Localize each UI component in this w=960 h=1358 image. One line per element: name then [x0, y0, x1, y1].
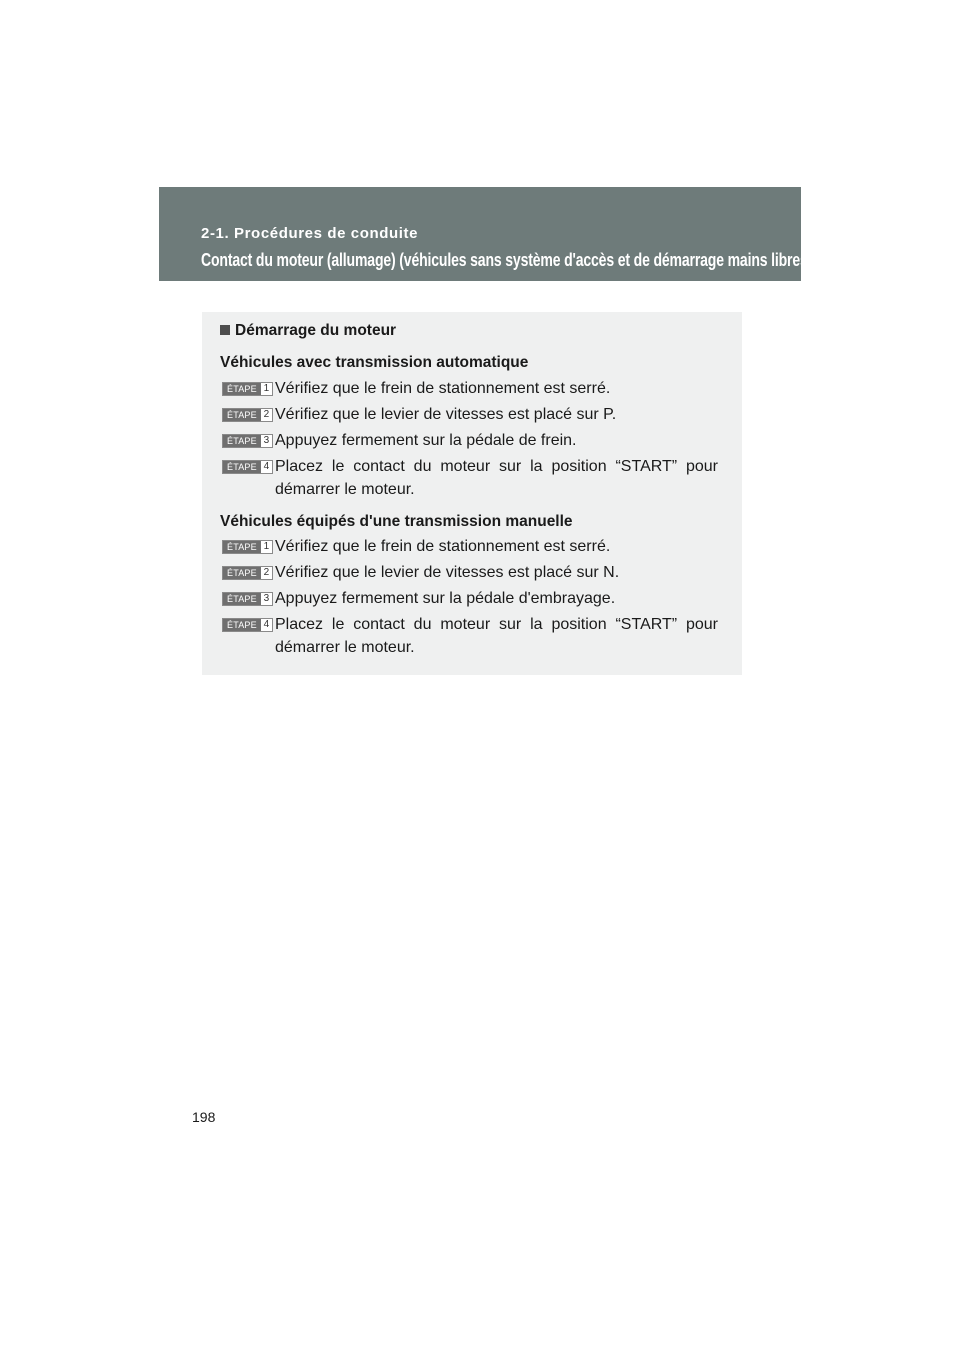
step-item [222, 561, 718, 584]
step-text: Vérifiez que le frein de stationnement est serré. [275, 538, 611, 555]
page-title: Contact du moteur (allumage) (véhicules sans système d'accès et de démarrage mains libres) [201, 250, 813, 270]
page-number: 198 [192, 1109, 216, 1125]
chapter-header [159, 187, 813, 281]
step-badge: ÉTAPE 4 [222, 618, 273, 632]
section-label: 2-1. Procédures de conduite [201, 225, 419, 242]
step-item [222, 587, 718, 610]
step-item [222, 403, 718, 426]
step-badge: ÉTAPE 3 [222, 592, 273, 606]
step-item [222, 535, 718, 558]
step-text: Placez le contact du moteur sur la position “START” pour démarrer le moteur. [275, 458, 718, 498]
step-text: Vérifiez que le levier de vitesses est placé sur N. [275, 564, 620, 581]
instruction-heading-text: Démarrage du moteur [235, 322, 397, 339]
step-badge: ÉTAPE 2 [222, 408, 273, 422]
step-badge: ÉTAPE 1 [222, 382, 273, 396]
instruction-box [202, 312, 742, 675]
step-text: Appuyez fermement sur la pédale d'embrayage. [275, 590, 616, 607]
step-badge: ÉTAPE 4 [222, 460, 273, 474]
step-text: Appuyez fermement sur la pédale de frein. [275, 432, 577, 449]
step-badge: ÉTAPE 2 [222, 566, 273, 580]
subheading-manual: Véhicules équipés d'une transmission manuelle [220, 513, 573, 530]
step-badge: ÉTAPE 1 [222, 540, 273, 554]
step-item [222, 429, 718, 452]
step-item [222, 613, 718, 659]
step-text: Placez le contact du moteur sur la position “START” pour démarrer le moteur. [275, 616, 718, 656]
step-item [222, 455, 718, 501]
step-badge: ÉTAPE 3 [222, 434, 273, 448]
subheading-automatic: Véhicules avec transmission automatique [220, 354, 529, 371]
step-item [222, 377, 718, 400]
square-bullet-icon [220, 325, 230, 335]
instruction-heading [220, 322, 396, 340]
step-text: Vérifiez que le levier de vitesses est placé sur P. [275, 406, 617, 423]
step-text: Vérifiez que le frein de stationnement est serré. [275, 380, 611, 397]
